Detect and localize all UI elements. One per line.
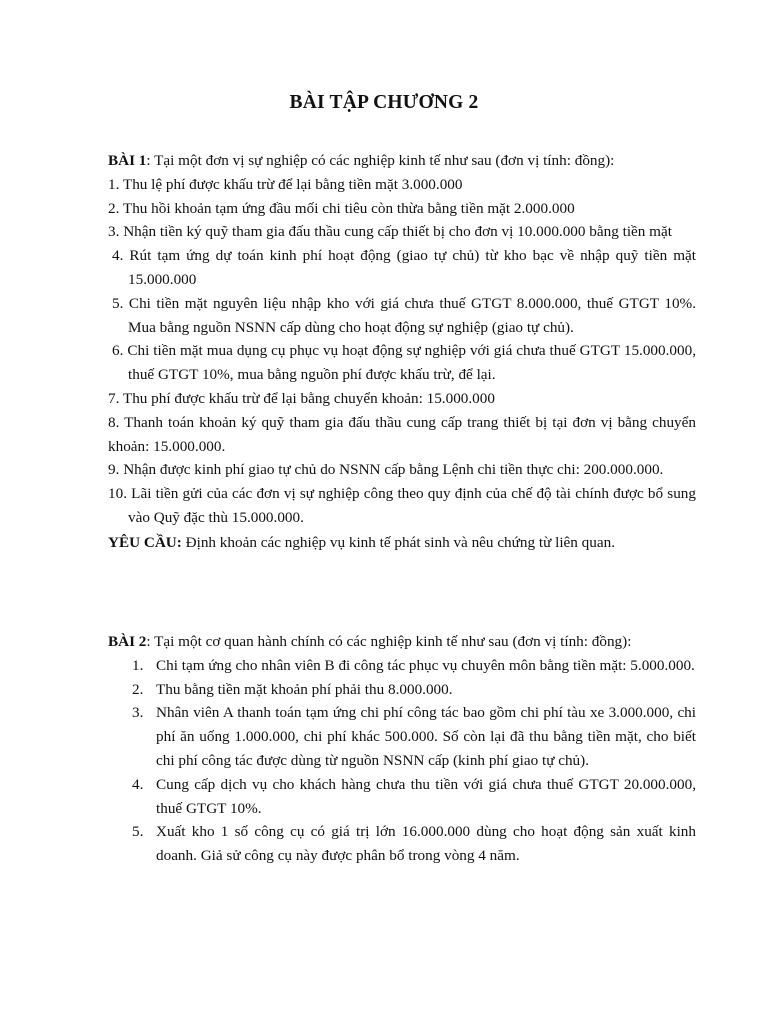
exercise-1 — [108, 149, 696, 555]
exercise-2-item-5 — [108, 820, 696, 868]
exercise-1-intro: : Tại một đơn vị sự nghiệp có các nghiệp kinh tế như sau (đơn vị tính: đồng): — [146, 152, 615, 169]
exercise-1-item-10: 10. Lãi tiền gửi của các đơn vị sự nghiệp công theo quy định của chế độ tài chính được bổ sung vào Quỹ đặc thù 15.000.000. — [108, 485, 696, 526]
exercise-2-item-1 — [108, 654, 696, 678]
exercise-2-item-2 — [108, 678, 696, 702]
exercise-1-item-8: 8. Thanh toán khoản ký quỹ tham gia đấu thầu cung cấp trang thiết bị tại đơn vị bằng chuyển khoản: 15.000.000. — [108, 413, 696, 455]
exercise-1-heading — [108, 149, 696, 173]
item-number: 4. — [132, 775, 144, 793]
exercise-2-heading — [108, 630, 696, 654]
item-number: 2. — [132, 680, 144, 698]
exercise-1-item-4: 4. Rút tạm ứng dự toán kinh phí hoạt động (giao tự chủ) từ kho bạc về nhập quỹ tiền mặt 15.000.000 — [112, 247, 696, 288]
exercise-1-requirement — [108, 531, 696, 555]
requirement-label: YÊU CẦU: — [108, 533, 182, 551]
requirement-text: Định khoản các nghiệp vụ kinh tế phát sinh và nêu chứng từ liên quan. — [181, 533, 616, 551]
exercise-1-item-5: 5. Chi tiền mặt nguyên liệu nhập kho với giá chưa thuế GTGT 8.000.000, thuế GTGT 10%. Mua bằng nguồn NSNN cấp dùng cho hoạt động sự nghiệp (giao tự chủ). — [112, 294, 696, 336]
exercise-1-item-7: 7. Thu phí được khấu trừ để lại bằng chuyển khoản: 15.000.000 — [108, 389, 495, 407]
exercise-2-label: BÀI 2 — [108, 633, 147, 650]
exercise-2-intro: : Tại một cơ quan hành chính có các nghiệp kinh tế như sau (đơn vị tính: đồng): — [146, 633, 632, 650]
exercise-1-item-2: 2. Thu hồi khoản tạm ứng đầu mối chi tiêu còn thừa bằng tiền mặt 2.000.000 — [108, 199, 575, 217]
item-text: Chi tạm ứng cho nhân viên B đi công tác phục vụ chuyên môn bằng tiền mặt: 5.000.000. — [156, 656, 695, 674]
exercise-1-item-3: 3. Nhận tiền ký quỹ tham gia đấu thầu cung cấp thiết bị cho đơn vị 10.000.000 bằng tiền mặt — [108, 223, 672, 241]
exercise-2-item-3 — [108, 701, 696, 772]
exercise-2-list — [108, 654, 696, 868]
item-number: 5. — [132, 823, 144, 841]
item-text: Cung cấp dịch vụ cho khách hàng chưa thu tiền với giá chưa thuế GTGT 20.000.000, thuế GTGT 10%. — [156, 775, 696, 817]
item-text: Xuất kho 1 số công cụ có giá trị lớn 16.000.000 dùng cho hoạt động sản xuất kinh doanh. Giả sử công cụ này được phân bổ trong vòng 4 năm. — [156, 823, 696, 865]
exercise-1-item-1: 1. Thu lệ phí được khấu trừ để lại bằng tiền mặt 3.000.000 — [108, 175, 463, 193]
item-text: Nhân viên A thanh toán tạm ứng chi phí công tác bao gồm chi phí tàu xe 3.000.000, chi phí ăn uống 1.000.000, chi phí khác 500.000. Số còn lại đã thu bằng tiền mặt, cho biết chi phí công tác được dùng từ nguồn NSNN cấp (kinh phí giao tự chủ). — [156, 704, 696, 769]
page-title: BÀI TẬP CHƯƠNG 2 — [289, 92, 479, 113]
exercise-1-item-6: 6. Chi tiền mặt mua dụng cụ phục vụ hoạt động sự nghiệp với giá chưa thuế GTGT 15.000.000, thuế GTGT 10%, mua bằng nguồn phí được khấu trừ, để lại. — [112, 342, 696, 384]
item-text: Thu bằng tiền mặt khoản phí phải thu 8.000.000. — [156, 680, 453, 698]
exercise-1-item-9: 9. Nhận được kinh phí giao tự chủ do NSNN cấp bằng Lệnh chi tiền thực chi: 200.000.000. — [108, 461, 664, 479]
exercise-2-item-4 — [108, 773, 696, 821]
item-number: 3. — [132, 704, 144, 722]
exercise-1-label: BÀI 1 — [108, 152, 147, 169]
exercise-2 — [108, 630, 696, 868]
item-number: 1. — [132, 656, 144, 674]
